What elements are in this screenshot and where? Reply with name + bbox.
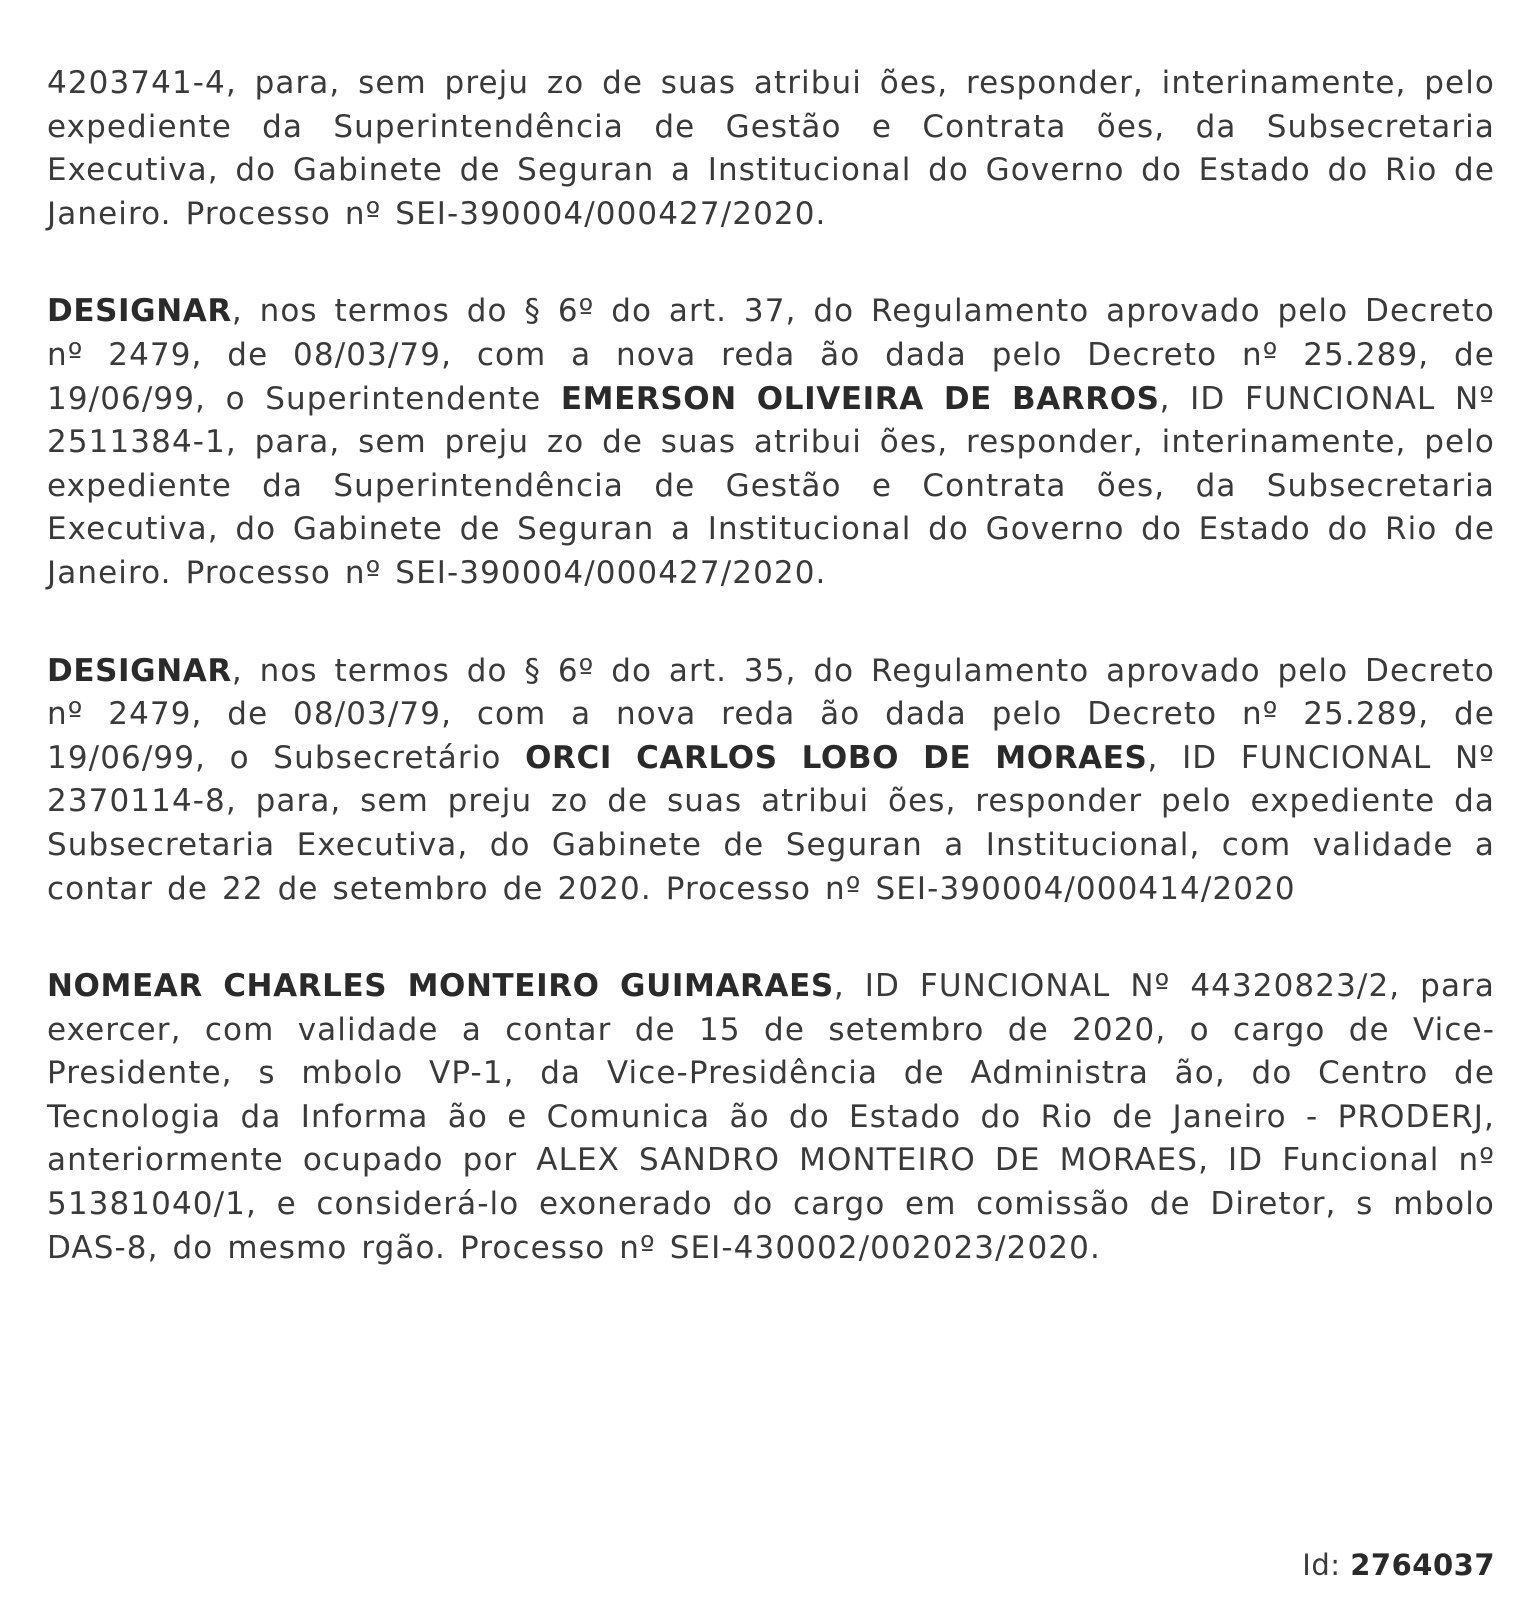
paragraph-keyword: DESIGNAR	[47, 293, 232, 330]
document-id-label: Id:	[1302, 1548, 1341, 1582]
document-id	[1302, 1548, 1495, 1582]
document-body	[47, 62, 1495, 1324]
paragraph-text: , ID FUNCIONAL Nº 2511384-1, para, sem preju zo de suas atribui ões, responder, interinamente, pelo expediente da Superintendência de Gestão e Contrata ões, da Subsecretaria Executiva, do Gabinete de Seguran a Institucional do Governo do Estado do Rio de Janeiro. Processo nº SEI-390004/000427/2020.	[47, 380, 1495, 591]
person-name: EMERSON OLIVEIRA DE BARROS	[560, 380, 1160, 417]
paragraph-designar-orci	[47, 650, 1495, 912]
paragraph-designar-emerson	[47, 290, 1495, 595]
paragraph-text: , ID FUNCIONAL Nº 2370114-8, para, sem preju zo de suas atribui ões, responder pelo expediente da Subsecretaria Executiva, do Gabinete de Seguran a Institucional, com validade a contar de 22 de setembro de 2020. Processo nº SEI-390004/000414/2020	[47, 739, 1495, 907]
paragraph-keyword: DESIGNAR	[47, 652, 232, 689]
paragraph-text: 4203741-4, para, sem preju zo de suas atribui ões, responder, interinamente, pelo expediente da Superintendência de Gestão e Contrata ões, da Subsecretaria Executiva, do Gabinete de Seguran a Institucional do Governo do Estado do Rio de Janeiro. Processo nº SEI-390004/000427/2020.	[47, 65, 1495, 232]
paragraph-nomear-charles	[47, 965, 1495, 1270]
document-id-value: 2764037	[1350, 1548, 1495, 1582]
paragraph-keyword: NOMEAR CHARLES MONTEIRO GUIMARAES	[47, 968, 834, 1005]
paragraph-continuation	[47, 62, 1495, 236]
person-name: ORCI CARLOS LOBO DE MORAES	[525, 739, 1148, 776]
paragraph-text: , ID FUNCIONAL Nº 44320823/2, para exercer, com validade a contar de 15 de setembro de 2020, o cargo de Vice-Presidente, s mbolo VP-1, da Vice-Presidência de Administra ão, do Centro de Tecnologia da Informa ão e Comunica ão do Estado do Rio de Janeiro - PRODERJ, anteriormente ocupado por ALEX SANDRO MONTEIRO DE MORAES, ID Funcional nº 51381040/1, e considerá-lo exonerado do cargo em comissão de Diretor, s mbolo DAS-8, do mesmo rgão. Processo nº SEI-430002/002023/2020.	[47, 968, 1496, 1266]
paragraph-text: , nos termos do § 6º do art. 37, do Regulamento aprovado pelo Decreto nº 2479, de 08/03/79, com a nova reda ão dada pelo Decreto nº 25.289, de 19/06/99, o Superintendente	[47, 293, 1495, 417]
paragraph-text: , nos termos do § 6º do art. 35, do Regulamento aprovado pelo Decreto nº 2479, de 08/03/79, com a nova reda ão dada pelo Decreto nº 25.289, de 19/06/99, o Subsecretário	[47, 652, 1495, 776]
